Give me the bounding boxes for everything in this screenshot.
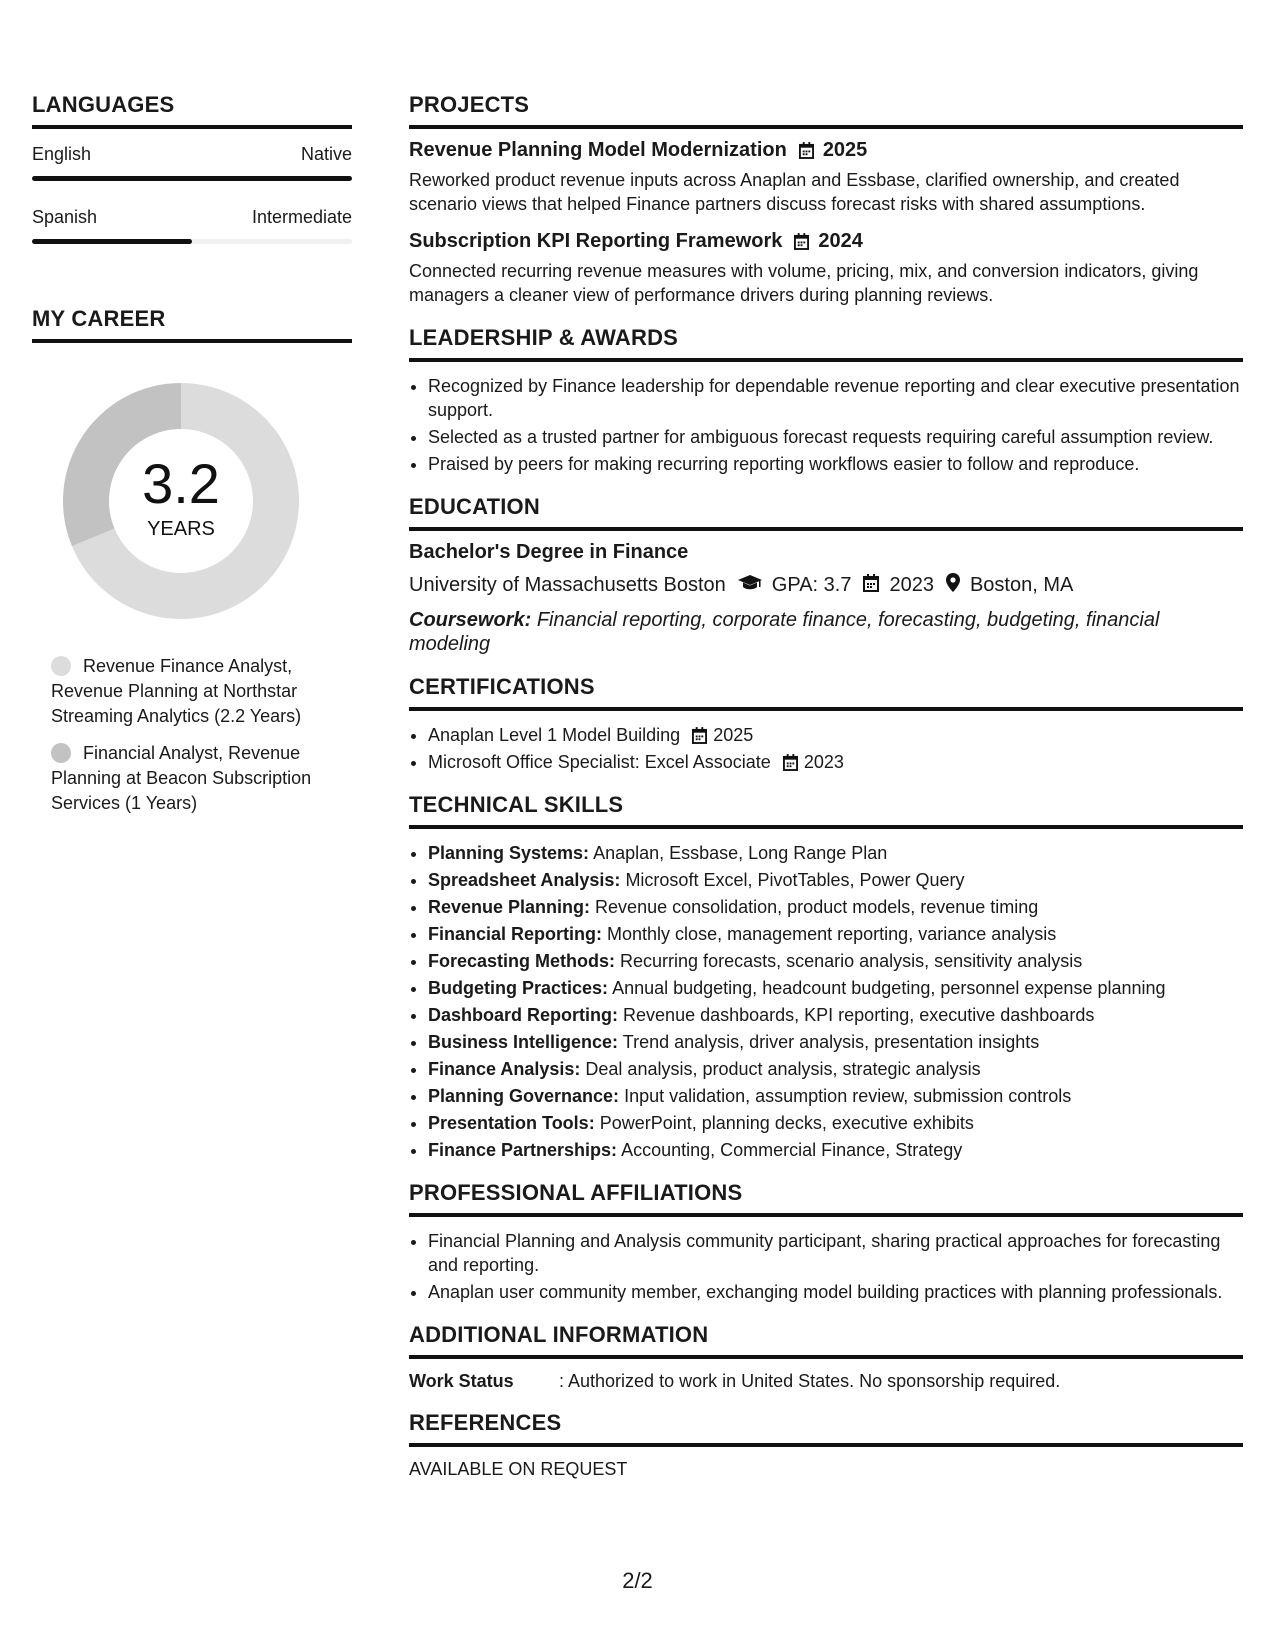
additional-heading: ADDITIONAL INFORMATION	[409, 1322, 1243, 1359]
skill-values: Revenue dashboards, KPI reporting, executive dashboards	[623, 1005, 1095, 1025]
skill-category: Business Intelligence:	[428, 1032, 619, 1052]
language-item	[32, 207, 352, 244]
education-heading: EDUCATION	[409, 494, 1243, 531]
donut-center	[56, 376, 306, 626]
coursework-label: Coursework:	[409, 609, 532, 631]
career-years-unit: YEARS	[147, 517, 215, 540]
skill-values: Microsoft Excel, PivotTables, Power Query	[625, 870, 965, 890]
skill-values: Anaplan, Essbase, Long Range Plan	[593, 843, 888, 863]
calendar-icon	[799, 142, 815, 160]
skill-values: Accounting, Commercial Finance, Strategy	[621, 1140, 963, 1160]
gpa: GPA: 3.7	[771, 574, 852, 596]
references-heading: REFERENCES	[409, 1410, 1243, 1447]
language-row	[32, 144, 352, 165]
language-proficiency-fill	[32, 239, 192, 244]
skill-values: Monthly close, management reporting, variance analysis	[607, 924, 1057, 944]
skill-item	[428, 1138, 1243, 1162]
legend-dot	[51, 743, 71, 763]
graduation-year: 2023	[889, 574, 934, 596]
project-description: Connected recurring revenue measures with volume, pricing, mix, and conversion indicators, giving managers a cleaner view of performance drivers during planning reviews.	[409, 261, 1199, 305]
skill-values: Recurring forecasts, scenario analysis, sensitivity analysis	[620, 951, 1083, 971]
bullet-item: • Praised by peers for making recurring reporting workflows easier to follow and reproduce.	[428, 452, 1243, 476]
skill-item	[428, 841, 1243, 865]
references-text: AVAILABLE ON REQUEST	[409, 1459, 628, 1479]
skill-item	[428, 1030, 1243, 1054]
skill-category: Planning Systems:	[428, 843, 590, 863]
languages-heading: LANGUAGES	[32, 92, 352, 129]
skill-values: Revenue consolidation, product models, revenue timing	[595, 897, 1039, 917]
work-status-row	[409, 1371, 1243, 1392]
project-title-row	[409, 230, 1243, 253]
certifications-section	[409, 674, 1243, 774]
skill-category: Finance Partnerships:	[428, 1140, 618, 1160]
projects-heading: PROJECTS	[409, 92, 1243, 129]
affiliations-list	[409, 1229, 1243, 1304]
left-column	[32, 92, 352, 828]
skill-category: Planning Governance:	[428, 1086, 620, 1106]
skill-category: Financial Reporting:	[428, 924, 603, 944]
certifications-list	[409, 723, 1243, 774]
references-section	[409, 1410, 1243, 1480]
project-item	[409, 139, 1243, 216]
skill-values: Input validation, assumption review, submission controls	[624, 1086, 1072, 1106]
language-level: Native	[300, 144, 352, 164]
coursework	[409, 608, 1243, 656]
career-total-years: 3.2	[142, 451, 220, 515]
skill-category: Revenue Planning:	[428, 897, 591, 917]
skill-values: Deal analysis, product analysis, strategic analysis	[585, 1059, 981, 1079]
graduation-cap-icon	[738, 574, 762, 597]
affiliations-section	[409, 1180, 1243, 1304]
project-item	[409, 230, 1243, 307]
project-year: 2024	[818, 230, 863, 252]
career-donut-chart	[56, 376, 306, 626]
language-name: English	[32, 144, 92, 164]
bullet-item: • Recognized by Finance leadership for dependable revenue reporting and clear executive presentation support.	[428, 374, 1243, 422]
project-description: Reworked product revenue inputs across Anaplan and Essbase, clarified ownership, and created scenario views that helped Finance partners discuss forecast risks with shared assumptions.	[409, 170, 1180, 214]
project-name: Revenue Planning Model Modernization	[409, 139, 787, 161]
language-item	[32, 144, 352, 181]
projects-section	[409, 92, 1243, 307]
skill-values: PowerPoint, planning decks, executive exhibits	[599, 1113, 974, 1133]
work-status-value: : Authorized to work in United States. No sponsorship required.	[559, 1371, 1061, 1391]
skill-category: Dashboard Reporting:	[428, 1005, 619, 1025]
skill-item	[428, 1003, 1243, 1027]
bullet-item: • Selected as a trusted partner for ambiguous forecast requests requiring careful assumption review.	[428, 425, 1243, 449]
projects-list	[409, 139, 1243, 307]
calendar-icon	[863, 574, 879, 598]
career-role-label: Revenue Finance Analyst, Revenue Planning at Northstar Streaming Analytics (2.2 Years)	[51, 656, 302, 726]
skill-values: Annual budgeting, headcount budgeting, personnel expense planning	[612, 978, 1166, 998]
calendar-icon	[783, 753, 798, 769]
location-pin-icon	[946, 573, 960, 598]
skill-category: Finance Analysis:	[428, 1059, 581, 1079]
certification-item	[428, 723, 1243, 747]
work-status-label: Work Status	[409, 1371, 514, 1391]
skills-list	[409, 841, 1243, 1162]
skill-item	[428, 922, 1243, 946]
skill-category: Presentation Tools:	[428, 1113, 595, 1133]
project-title-row	[409, 139, 1243, 162]
language-name: Spanish	[32, 207, 98, 227]
skill-item	[428, 895, 1243, 919]
skill-item	[428, 1057, 1243, 1081]
certification-name: Anaplan Level 1 Model Building	[428, 725, 681, 745]
skills-section	[409, 792, 1243, 1162]
education-section	[409, 494, 1243, 656]
skill-category: Spreadsheet Analysis:	[428, 870, 621, 890]
language-row	[32, 207, 352, 228]
coursework-list: Financial reporting, corporate finance, forecasting, budgeting, financial modeling	[409, 609, 1160, 655]
languages-list	[32, 144, 352, 244]
degree-title: Bachelor's Degree in Finance	[409, 541, 689, 563]
calendar-icon	[794, 233, 810, 251]
additional-section	[409, 1322, 1243, 1392]
language-proficiency-bar	[32, 176, 352, 181]
skill-category: Forecasting Methods:	[428, 951, 616, 971]
skill-item	[428, 1111, 1243, 1135]
career-heading: MY CAREER	[32, 306, 352, 343]
school-name: University of Massachusetts Boston	[409, 574, 726, 596]
bullet-item: • Financial Planning and Analysis community participant, sharing practical approaches for forecasting and reporting.	[428, 1229, 1243, 1277]
skill-values: Trend analysis, driver analysis, presentation insights	[622, 1032, 1040, 1052]
certification-year: 2023	[803, 752, 844, 772]
skill-item	[428, 868, 1243, 892]
skills-heading: TECHNICAL SKILLS	[409, 792, 1243, 829]
education-details	[409, 573, 1243, 598]
leadership-list	[409, 374, 1243, 476]
affiliations-heading: PROFESSIONAL AFFILIATIONS	[409, 1180, 1243, 1217]
career-legend-item	[51, 741, 341, 816]
career-role-label: Financial Analyst, Revenue Planning at Beacon Subscription Services (1 Years)	[51, 743, 312, 813]
skill-item	[428, 1084, 1243, 1108]
right-column	[409, 92, 1243, 1498]
certification-year: 2025	[713, 725, 754, 745]
language-proficiency-bar	[32, 239, 352, 244]
certification-item	[428, 750, 1243, 774]
project-year: 2025	[822, 139, 868, 161]
certification-name: Microsoft Office Specialist: Excel Associate	[428, 752, 771, 772]
leadership-section	[409, 325, 1243, 476]
page-number: 2/2	[622, 1568, 653, 1593]
skill-category: Budgeting Practices:	[428, 978, 609, 998]
leadership-heading: LEADERSHIP & AWARDS	[409, 325, 1243, 362]
certifications-heading: CERTIFICATIONS	[409, 674, 1243, 711]
skill-item	[428, 949, 1243, 973]
language-level: Intermediate	[251, 207, 352, 227]
language-proficiency-fill	[32, 176, 352, 181]
bullet-item: • Anaplan user community member, exchanging model building practices with planning professionals.	[428, 1280, 1243, 1304]
career-legend-item	[51, 654, 341, 729]
skill-item	[428, 976, 1243, 1000]
calendar-icon	[692, 726, 707, 742]
project-name: Subscription KPI Reporting Framework	[409, 230, 783, 252]
school-location: Boston, MA	[969, 574, 1074, 596]
legend-dot	[51, 656, 71, 676]
career-legend	[51, 654, 341, 816]
